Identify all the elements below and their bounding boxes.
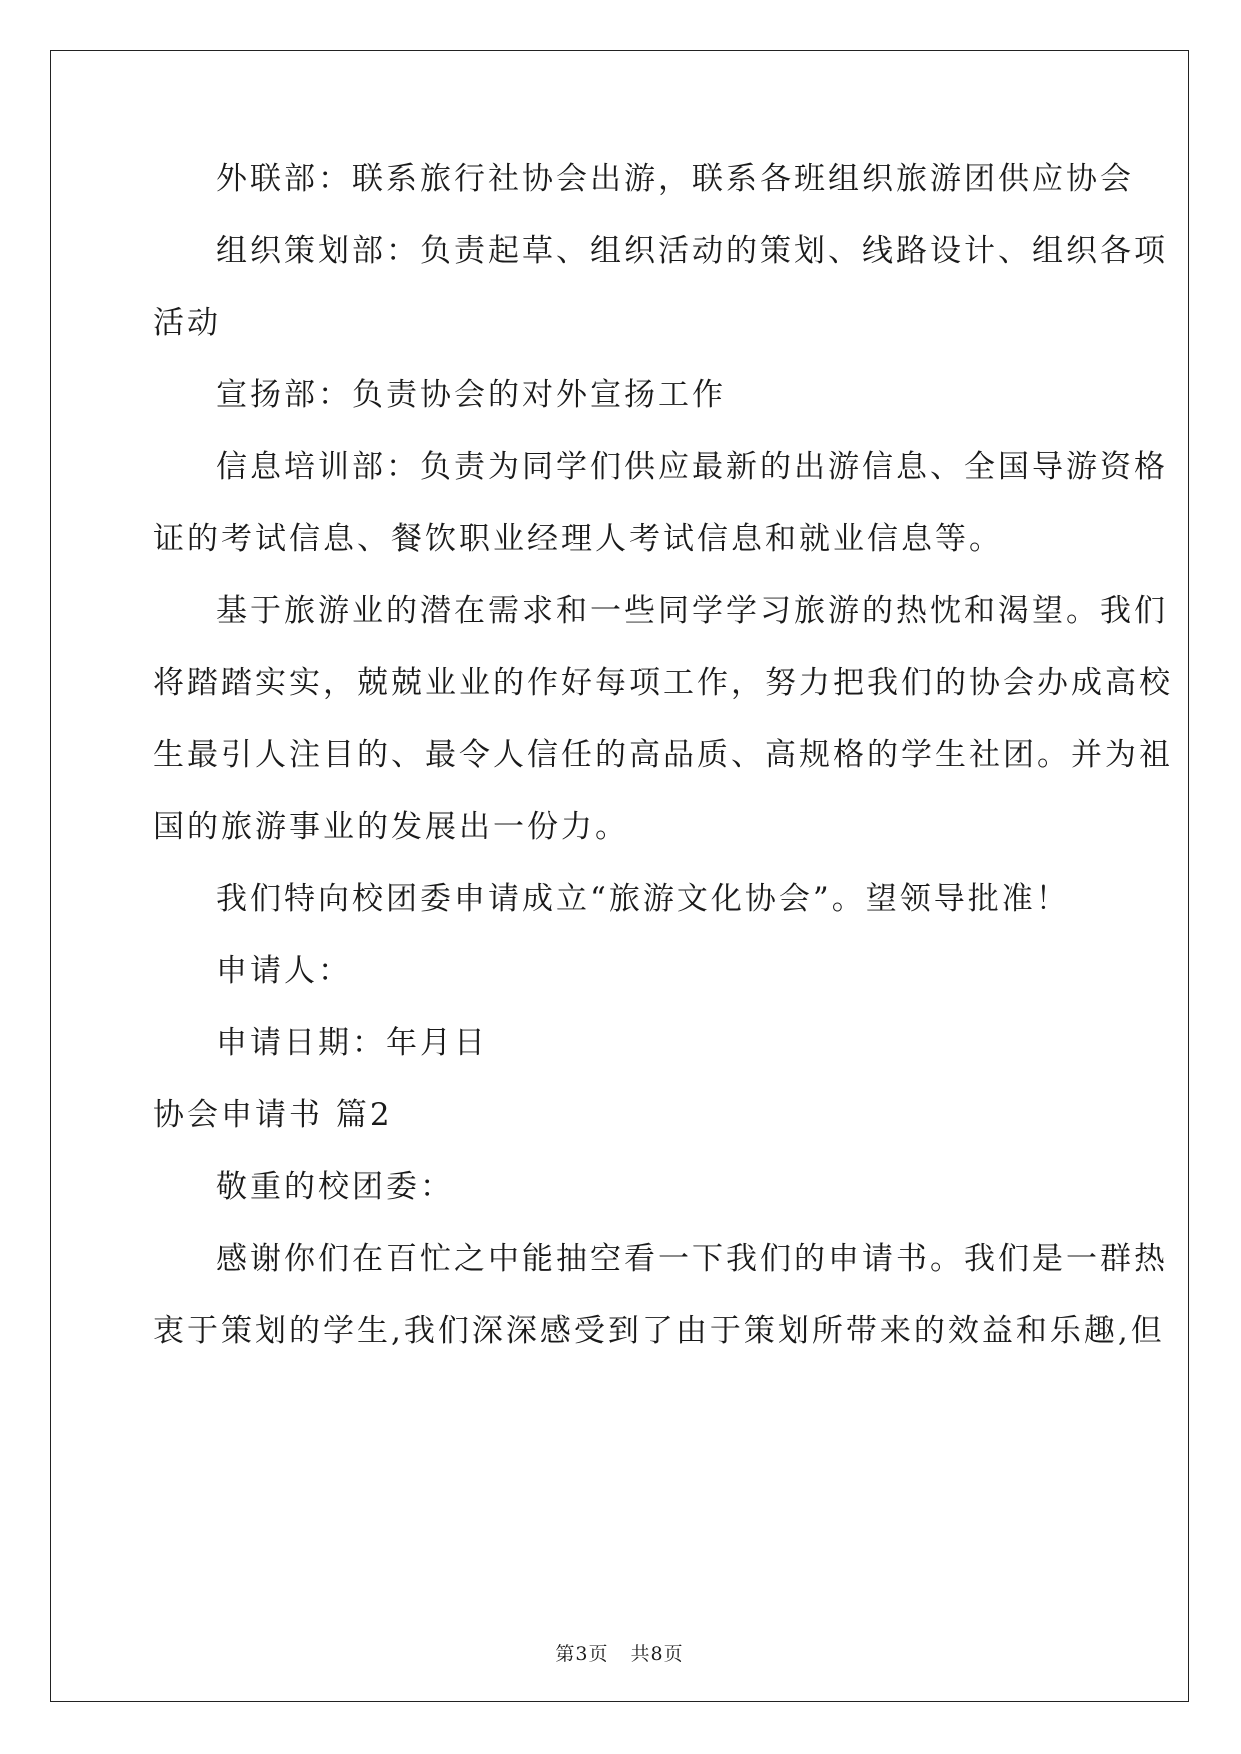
paragraph-line: 感谢你们在百忙之中能抽空看一下我们的申请书。我们是一群热: [216, 1241, 1168, 1277]
page-number: 第3页: [555, 1643, 609, 1665]
paragraph-line: 组织策划部：负责起草、组织活动的策划、线路设计、组织各项: [216, 233, 1168, 269]
paragraph-line: 国的旅游事业的发展出一份力。: [153, 809, 629, 845]
salutation-line: 敬重的校团委：: [216, 1169, 454, 1205]
page-total: 共8页: [630, 1643, 684, 1665]
paragraph-line: 证的考试信息、餐饮职业经理人考试信息和就业信息等。: [153, 521, 1003, 557]
date-line: 申请日期：年月日: [216, 1025, 488, 1061]
paragraph-line: 外联部：联系旅行社协会出游，联系各班组织旅游团供应协会: [216, 161, 1134, 197]
paragraph-line: 宣扬部：负责协会的对外宣扬工作: [216, 377, 726, 413]
paragraph-line: 将踏踏实实，兢兢业业的作好每项工作，努力把我们的协会办成高校: [153, 665, 1173, 701]
paragraph-line: 衷于策划的学生,我们深深感受到了由于策划所带来的效益和乐趣,但: [153, 1313, 1165, 1349]
section-heading: 协会申请书 篇2: [153, 1097, 393, 1133]
paragraph-line: 生最引人注目的、最令人信任的高品质、高规格的学生社团。并为祖: [153, 737, 1173, 773]
applicant-line: 申请人：: [216, 953, 352, 989]
paragraph-line: 信息培训部：负责为同学们供应最新的出游信息、全国导游资格: [216, 449, 1168, 485]
paragraph-line: 活动: [153, 305, 221, 341]
page-frame: [50, 50, 1189, 1702]
paragraph-line: 我们特向校团委申请成立“旅游文化协会”。望领导批准！: [216, 881, 1070, 917]
page-footer: [51, 1642, 1188, 1666]
paragraph-line: 基于旅游业的潜在需求和一些同学学习旅游的热忱和渴望。我们: [216, 593, 1168, 629]
